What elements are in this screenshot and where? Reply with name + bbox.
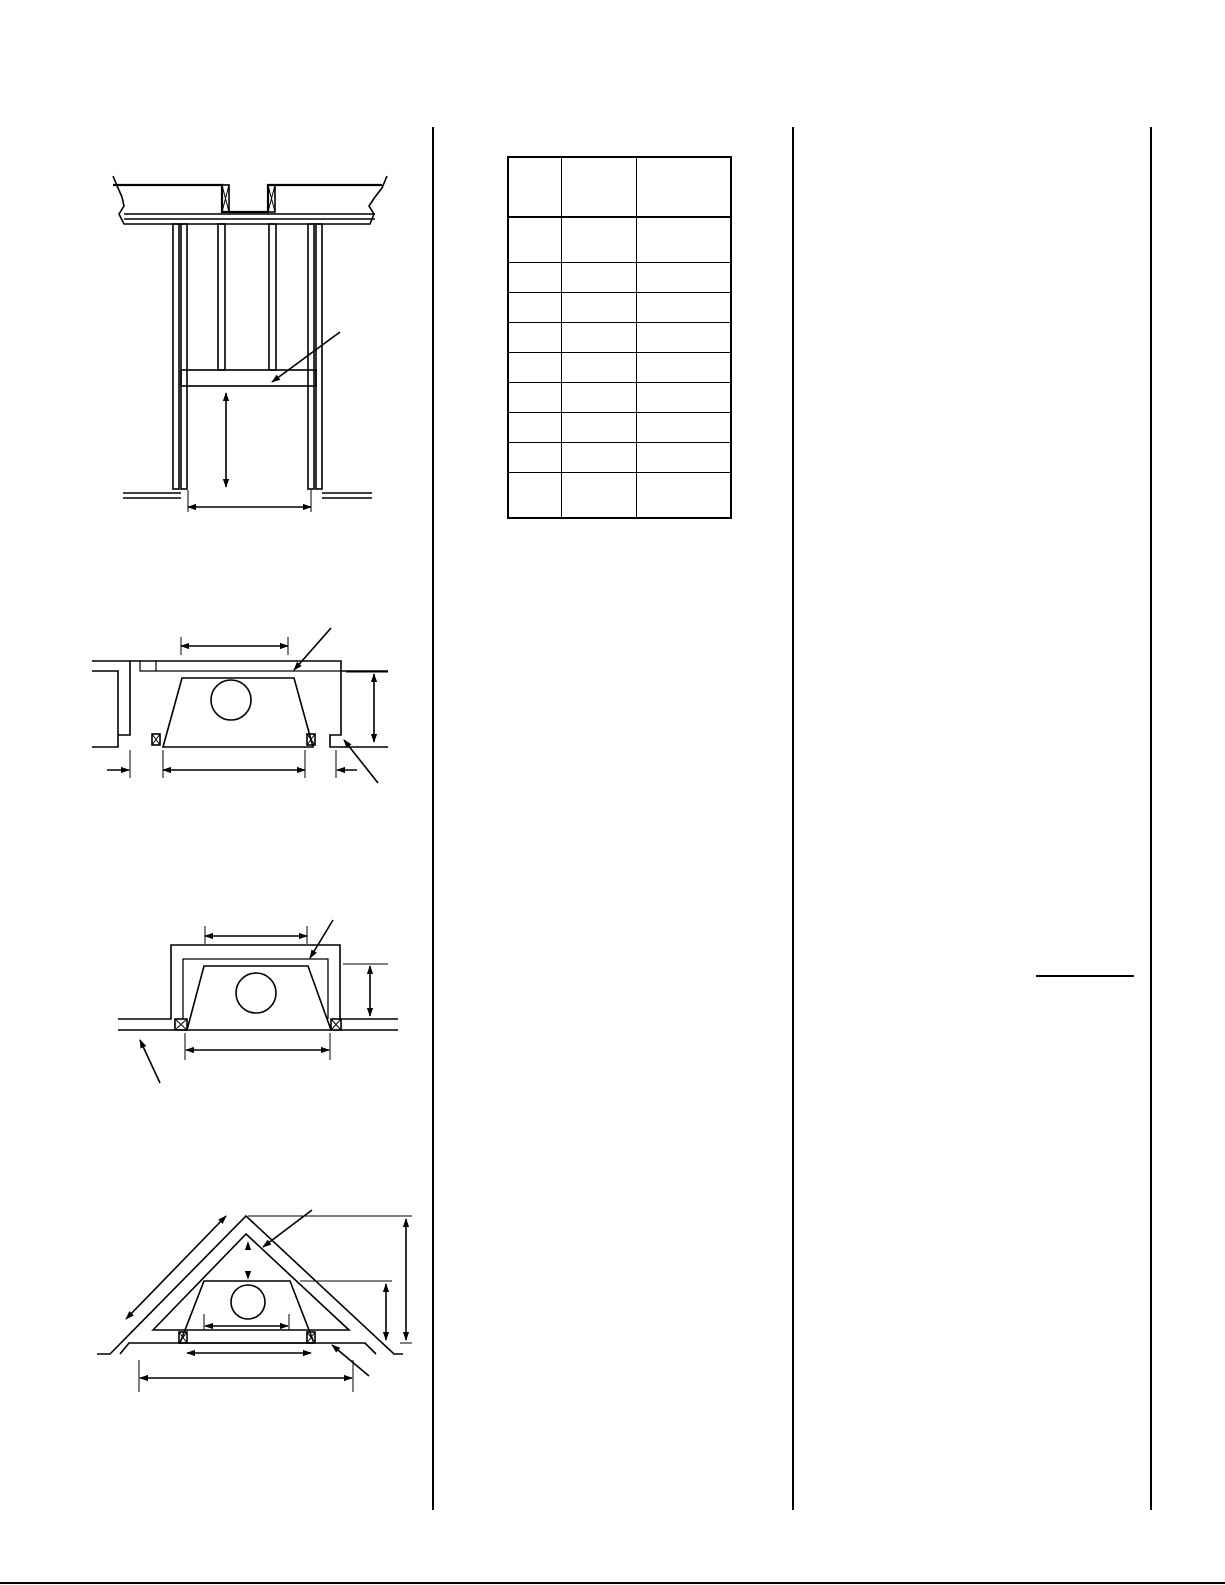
flush-wall-plan-diagram: [92, 628, 388, 783]
corner-plan-diagram: [97, 1210, 412, 1392]
projecting-box-plan-diagram: [118, 920, 398, 1083]
framing-elevation-diagram: [113, 176, 387, 512]
